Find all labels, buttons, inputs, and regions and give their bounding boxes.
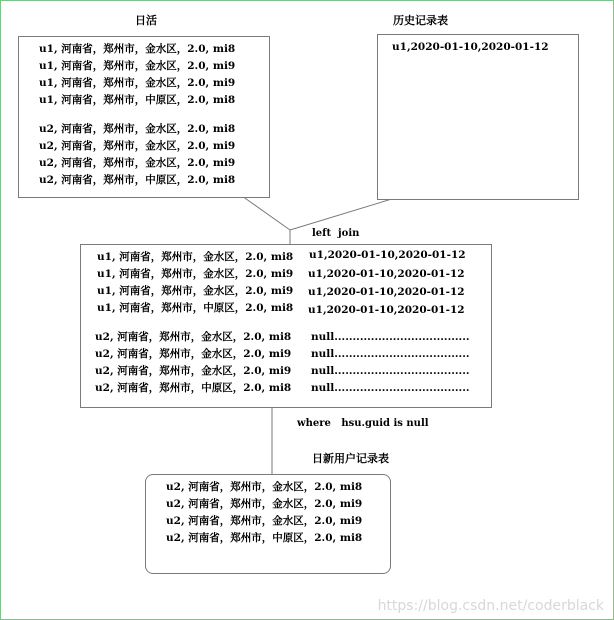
daily-active-title: 日活 [135, 14, 157, 27]
daily-active-row: u2, 河南省，郑州市，中原区，2.0, mi8 [39, 174, 236, 186]
daily-active-row: u2, 河南省，郑州市，金水区，2.0, mi9 [39, 140, 236, 152]
new-users-row: u2, 河南省，郑州市，金水区，2.0, mi9 [166, 515, 363, 527]
join-left-row: u2, 河南省，郑州市，金水区，2.0, mi8 [95, 331, 292, 343]
join-right-row: null..................................... [311, 365, 470, 377]
join-result-box [80, 244, 492, 408]
join-right-row: u1,2020-01-10,2020-01-12 [308, 286, 465, 298]
join-right-row: null..................................... [311, 331, 470, 343]
watermark: https://blog.csdn.net/coderblack [377, 598, 604, 614]
join-right-row: null..................................... [311, 382, 470, 394]
daily-active-row: u1, 河南省，郑州市，金水区，2.0, mi8 [39, 43, 236, 55]
daily-active-box [18, 36, 270, 198]
history-box [377, 34, 579, 200]
history-title: 历史记录表 [393, 14, 448, 27]
new-users-title: 日新用户记录表 [312, 452, 389, 465]
new-users-box [145, 474, 391, 574]
join-right-row: u1,2020-01-10,2020-01-12 [309, 249, 466, 261]
join-right-row: null..................................... [311, 348, 470, 360]
join-left-row: u1, 河南省，郑州市，金水区，2.0, mi9 [97, 268, 294, 280]
where-clause-label: where hsu.guid is null [297, 418, 429, 429]
join-left-row: u1, 河南省，郑州市，金水区，2.0, mi8 [97, 251, 294, 263]
daily-active-row: u1, 河南省，郑州市，金水区，2.0, mi9 [39, 60, 236, 72]
new-users-row: u2, 河南省，郑州市，金水区，2.0, mi9 [166, 498, 363, 510]
daily-active-row: u1, 河南省，郑州市，中原区，2.0, mi8 [39, 94, 236, 106]
new-users-row: u2, 河南省，郑州市，金水区，2.0, mi8 [166, 481, 363, 493]
daily-active-row: u1, 河南省，郑州市，金水区，2.0, mi9 [39, 77, 236, 89]
join-left-row: u2, 河南省，郑州市，金水区，2.0, mi9 [95, 365, 292, 377]
history-row: u1,2020-01-10,2020-01-12 [392, 41, 549, 53]
join-left-row: u1, 河南省，郑州市，中原区，2.0, mi8 [97, 302, 294, 314]
left-join-label: left join [312, 228, 360, 239]
daily-active-row: u2, 河南省，郑州市，金水区，2.0, mi9 [39, 157, 236, 169]
join-left-row: u1, 河南省，郑州市，金水区，2.0, mi9 [97, 285, 294, 297]
join-right-row: u1,2020-01-10,2020-01-12 [308, 268, 465, 280]
join-left-row: u2, 河南省，郑州市，金水区，2.0, mi9 [95, 348, 292, 360]
join-left-row: u2, 河南省，郑州市，中原区，2.0, mi8 [95, 382, 292, 394]
join-right-row: u1,2020-01-10,2020-01-12 [308, 304, 465, 316]
daily-active-row: u2, 河南省，郑州市，金水区，2.0, mi8 [39, 123, 236, 135]
new-users-row: u2, 河南省，郑州市，中原区，2.0, mi8 [166, 532, 363, 544]
